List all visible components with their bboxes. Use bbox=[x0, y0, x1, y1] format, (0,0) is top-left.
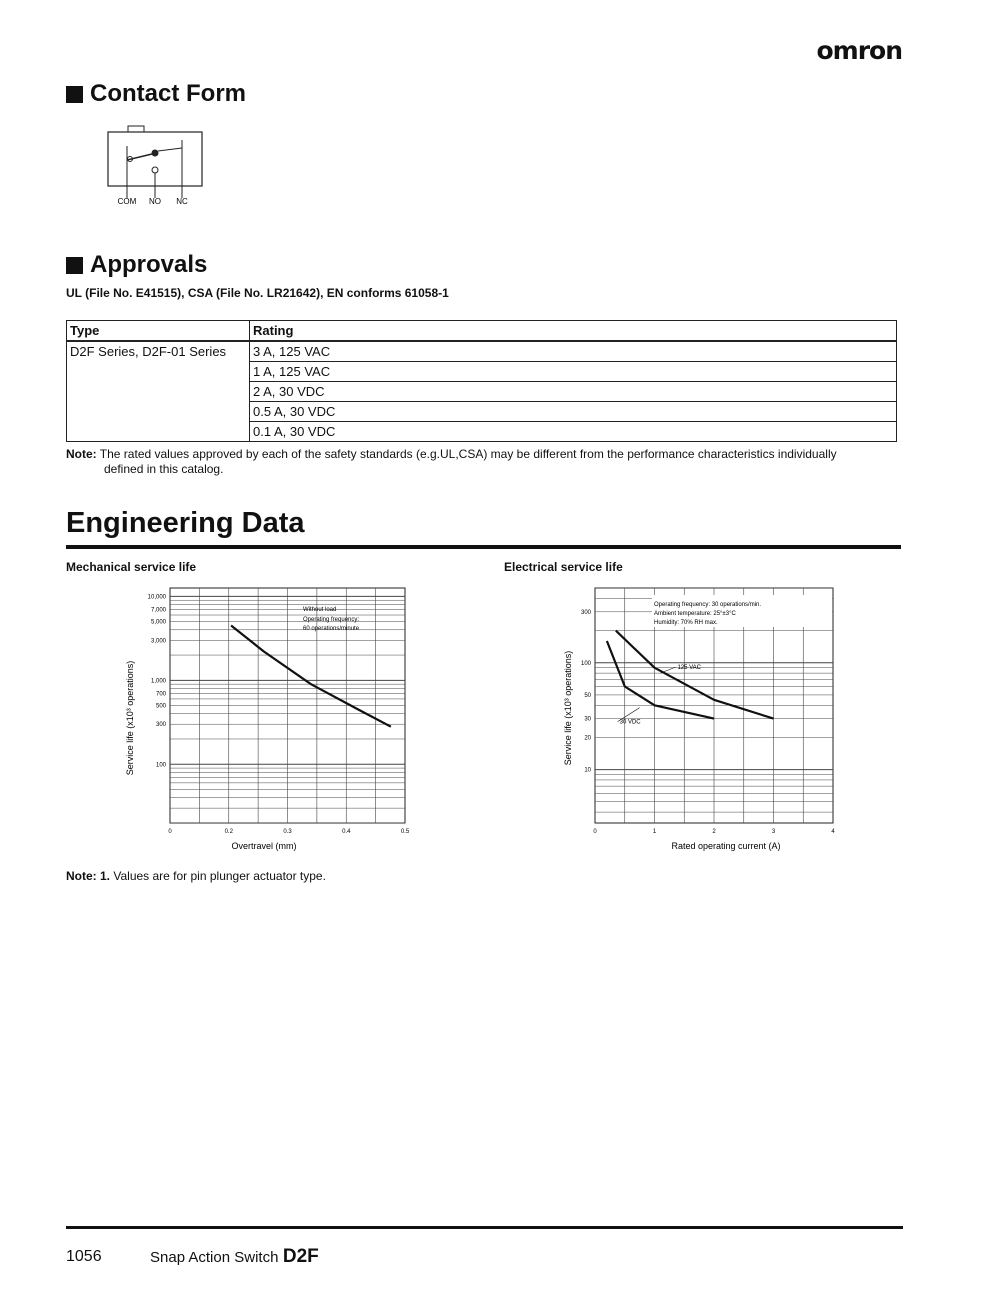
chart-annotation: 60 operations/minute bbox=[303, 626, 360, 632]
chart-annotation: Humidity: 70% RH max. bbox=[654, 620, 718, 626]
bullet-square-icon bbox=[66, 257, 83, 274]
contact-form-heading bbox=[66, 80, 246, 108]
table-cell-rating: 2 A, 30 VDC bbox=[250, 382, 897, 402]
x-axis-label: Rated operating current (A) bbox=[671, 841, 781, 851]
terminal-com-label: COM bbox=[117, 197, 137, 206]
y-tick-label: 30 bbox=[584, 716, 591, 723]
chart-annotation: Operating frequency: bbox=[303, 617, 360, 623]
footer-title bbox=[150, 1246, 319, 1268]
approvals-title: Approvals bbox=[90, 251, 208, 278]
y-tick-label: 300 bbox=[155, 722, 166, 729]
mechanical-service-life-chart bbox=[115, 578, 425, 858]
table-cell-rating: 1 A, 125 VAC bbox=[250, 362, 897, 382]
page-number: 1056 bbox=[66, 1248, 102, 1265]
footer-divider bbox=[66, 1226, 903, 1229]
x-tick-label: 0 bbox=[593, 829, 597, 835]
y-tick-label: 10 bbox=[584, 767, 591, 774]
mechanical-chart-title: Mechanical service life bbox=[66, 560, 197, 574]
x-tick-label: 1 bbox=[652, 829, 657, 835]
chart-annotation: Ambient temperature: 25°±3°C bbox=[654, 611, 736, 617]
series-label-leader bbox=[660, 667, 675, 673]
y-tick-label: 7,000 bbox=[150, 607, 166, 614]
approvals-standards: UL (File No. E41515), CSA (File No. LR21642), EN conforms 61058-1 bbox=[66, 286, 449, 300]
y-tick-label: 500 bbox=[155, 703, 166, 710]
series-label: 125 VAC bbox=[677, 665, 702, 672]
x-tick-label: 0.2 bbox=[224, 829, 233, 835]
x-tick-label: 0 bbox=[168, 829, 172, 835]
contact-form-title: Contact Form bbox=[90, 80, 246, 107]
approvals-heading bbox=[66, 251, 207, 279]
x-axis-label: Overtravel (mm) bbox=[231, 841, 297, 851]
table-row bbox=[67, 341, 897, 362]
x-tick-label: 0.4 bbox=[342, 829, 351, 835]
engineering-note bbox=[66, 869, 326, 884]
chart-annotation: Without load bbox=[303, 607, 337, 613]
table-header-rating: Rating bbox=[250, 321, 897, 342]
x-tick-label: 0.3 bbox=[283, 829, 292, 835]
y-tick-label: 100 bbox=[155, 762, 166, 769]
y-tick-label: 50 bbox=[584, 692, 591, 699]
x-tick-label: 3 bbox=[771, 829, 776, 835]
ratings-table bbox=[66, 320, 897, 442]
x-tick-label: 2 bbox=[712, 829, 716, 835]
note-text: The rated values approved by each of the safety standards (e.g.UL,CSA) may be different from the performance characteristics individually bbox=[99, 447, 837, 461]
table-header-row bbox=[67, 321, 897, 342]
note-text-continued: defined in this catalog. bbox=[104, 462, 224, 476]
footer-product-text: Snap Action Switch bbox=[150, 1249, 279, 1266]
y-tick-label: 700 bbox=[155, 691, 166, 698]
omron-logo: omron bbox=[816, 36, 902, 65]
x-tick-label: 0.5 bbox=[400, 829, 410, 835]
contact-form-diagram bbox=[100, 118, 220, 210]
table-cell-rating: 3 A, 125 VAC bbox=[250, 341, 897, 362]
footer-model: D2F bbox=[282, 1246, 319, 1267]
y-tick-label: 3,000 bbox=[150, 638, 166, 645]
y-tick-label: 5,000 bbox=[150, 619, 166, 626]
note-label: Note: bbox=[66, 447, 97, 461]
electrical-service-life-chart bbox=[555, 578, 855, 858]
approvals-note bbox=[66, 447, 906, 477]
engineering-data-title: Engineering Data bbox=[66, 507, 305, 539]
series-line bbox=[607, 641, 714, 719]
terminal-nc-label: NC bbox=[176, 197, 188, 206]
table-cell-rating: 0.5 A, 30 VDC bbox=[250, 402, 897, 422]
note-label: Note: 1. bbox=[66, 869, 111, 883]
chart-annotation: Operating frequency: 30 operations/min. bbox=[654, 602, 762, 608]
series-label: 30 VDC bbox=[619, 719, 641, 726]
y-tick-label: 1,000 bbox=[150, 678, 166, 685]
bullet-square-icon bbox=[66, 86, 83, 103]
table-header-type: Type bbox=[67, 321, 250, 342]
y-tick-label: 20 bbox=[584, 735, 591, 742]
table-cell-rating: 0.1 A, 30 VDC bbox=[250, 422, 897, 442]
y-axis-label: Service life (x10³ operations) bbox=[125, 660, 135, 776]
series-line bbox=[231, 626, 391, 727]
electrical-chart-title: Electrical service life bbox=[504, 560, 623, 574]
y-tick-label: 300 bbox=[580, 609, 591, 616]
terminal-no-label: NO bbox=[149, 197, 161, 206]
y-tick-label: 10,000 bbox=[147, 594, 166, 601]
note-text: Values are for pin plunger actuator type. bbox=[113, 869, 326, 883]
section-divider bbox=[66, 545, 901, 549]
x-tick-label: 4 bbox=[831, 829, 835, 835]
table-cell-type: D2F Series, D2F-01 Series bbox=[67, 341, 250, 442]
y-axis-label: Service life (x10³ operations) bbox=[563, 650, 573, 766]
y-tick-label: 100 bbox=[580, 660, 591, 667]
